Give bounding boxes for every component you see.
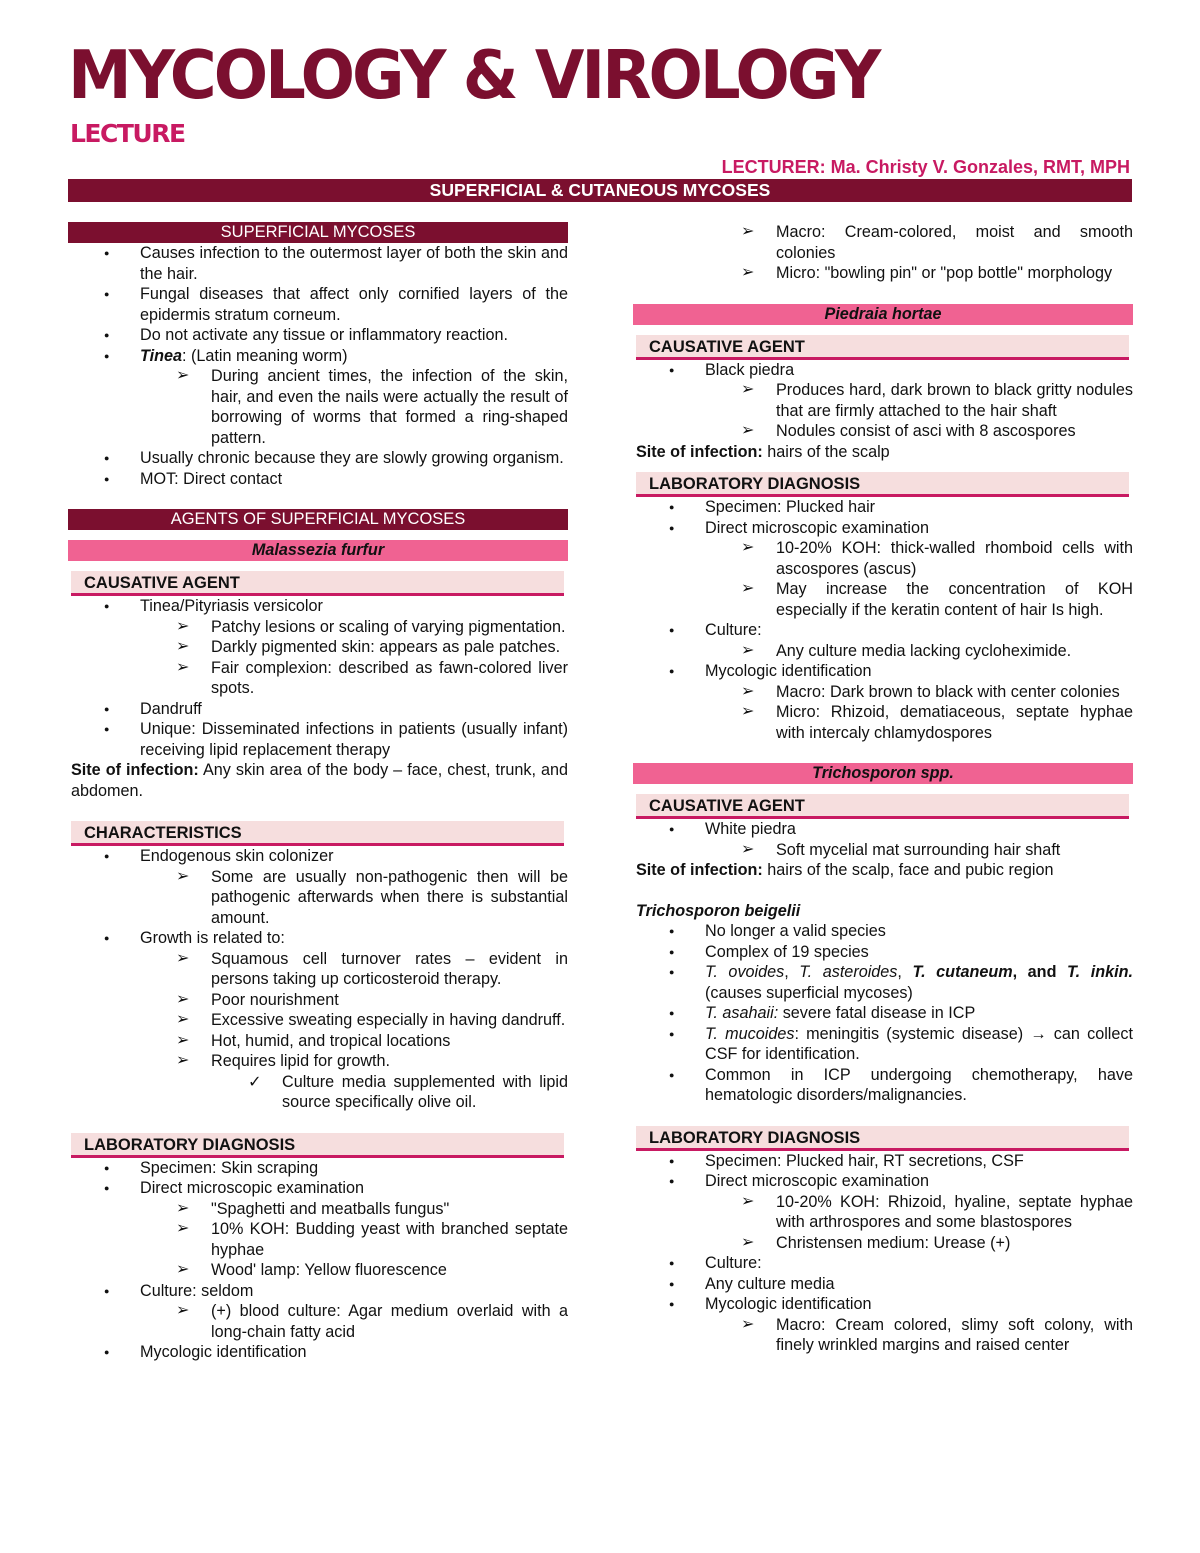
list-item [633,1003,1133,1024]
list-item: ● Any culture media [633,1274,1133,1295]
list-subitem: ➢ Some are usually non-pathogenic then will be pathogenic afterwards when there is substantial amount. [68,867,568,929]
list-checkitem: ✓ Culture media supplemented with lipid source specifically olive oil. [68,1072,568,1113]
list-subitem: ➢ Macro: Cream-colored, moist and smooth colonies [633,222,1133,263]
site-text: Any skin area of the body – face, chest, trunk, and abdomen. [71,761,568,800]
list-subitem: ➢ Micro: Rhizoid, dematiaceous, septate hyphae with intercaly chlamydospores [633,702,1133,743]
tinea-definition: : (Latin meaning worm) [182,346,348,365]
malassezia-agent-list [68,596,568,801]
list-item: ● Usually chronic because they are slowly growing organism. [68,448,568,469]
beigelii-title: Trichosporon beigelii [636,901,801,920]
list-subitem: ➢ Christensen medium: Urease (+) [633,1233,1133,1254]
site-label: Site of infection: [636,861,763,879]
tinea-term: Tinea [140,346,182,365]
species-name: T. mucoides [705,1024,795,1043]
subheader-laboratory-diagnosis: LABORATORY DIAGNOSIS [636,472,1129,497]
list-subitem: ➢ Hot, humid, and tropical locations [68,1031,568,1052]
list-item [68,346,568,367]
list-subitem: ➢ Excessive sweating especially in having dandruff. [68,1010,568,1031]
list-subitem: ➢ Nodules consist of asci with 8 ascospores [633,421,1133,442]
species-name: T. asteroides [799,963,898,981]
species-note: (causes superficial mycoses) [705,983,913,1002]
trichosporon-lab-list [633,1151,1133,1356]
list-subitem: ➢ Produces hard, dark brown to black gritty nodules that are firmly attached to the hair shaft [633,380,1133,421]
list-item: ● Direct microscopic examination [633,1171,1133,1192]
beigelii-list [633,901,1133,1106]
list-item: ● Direct microscopic examination [633,518,1133,539]
list-subitem: ➢ Squamous cell turnover rates – evident in persons taking up corticosteroid therapy. [68,949,568,990]
piedraia-lab-list [633,497,1133,743]
list-item: ● Culture: seldom [68,1281,568,1302]
list-item: ● Unique: Disseminated infections in patients (usually infant) receiving lipid replacement therapy [68,719,568,760]
subheader-characteristics: CHARACTERISTICS [71,821,564,846]
list-subitem: ➢ During ancient times, the infection of the skin, hair, and even the nails were actually the result of borrowing of worms that formed a ring-shaped pattern. [68,366,568,448]
separator: , and [1012,963,1067,981]
organism-header-piedraia: Piedraia hortae [633,304,1133,325]
list-subitem: ➢ May increase the concentration of KOH especially if the keratin content of hair Is high. [633,579,1133,620]
site-text: hairs of the scalp [762,442,890,461]
list-item: ● Specimen: Skin scraping [68,1158,568,1179]
topic-banner: SUPERFICIAL & CUTANEOUS MYCOSES [68,179,1132,202]
list-item: ● Tinea/Pityriasis versicolor [68,596,568,617]
site-of-infection [633,860,1133,881]
list-item: ● Fungal diseases that affect only cornified layers of the epidermis stratum corneum. [68,284,568,325]
lecturer-line: LECTURER: Ma. Christy V. Gonzales, RMT, MPH [721,157,1130,177]
subheader-laboratory-diagnosis: LABORATORY DIAGNOSIS [636,1126,1129,1151]
section-header-agents: AGENTS OF SUPERFICIAL MYCOSES [68,509,568,530]
list-item: ● Complex of 19 species [633,942,1133,963]
list-item: ● Do not activate any tissue or inflammatory reaction. [68,325,568,346]
list-item: ● MOT: Direct contact [68,469,568,490]
list-item: ● Mycologic identification [68,1342,568,1363]
list-item: ● Specimen: Plucked hair, RT secretions, CSF [633,1151,1133,1172]
left-column [68,222,568,1363]
subheader-causative-agent: CAUSATIVE AGENT [71,571,564,596]
site-of-infection [633,442,1133,463]
list-item: ● White piedra [633,819,1133,840]
subheader-laboratory-diagnosis: LABORATORY DIAGNOSIS [71,1133,564,1158]
list-item: ● Specimen: Plucked hair [633,497,1133,518]
list-item: ● No longer a valid species [633,921,1133,942]
subheader-causative-agent: CAUSATIVE AGENT [636,794,1129,819]
trichosporon-agent-list [633,819,1133,881]
document-subtitle: LECTURE [70,119,185,148]
species-name: T. ovoides [705,963,785,981]
site-text: hairs of the scalp, face and pubic region [762,861,1054,879]
list-subitem: ➢ Fair complexion: described as fawn-colored liver spots. [68,658,568,699]
malassezia-continued-list [633,222,1133,284]
subheader-causative-agent: CAUSATIVE AGENT [636,335,1129,360]
list-subitem: ➢ "Spaghetti and meatballs fungus" [68,1199,568,1220]
species-name: T. inkin. [1067,963,1133,981]
list-item: ● Direct microscopic examination [68,1178,568,1199]
section-header-superficial-mycoses: SUPERFICIAL MYCOSES [68,222,568,243]
malassezia-lab-list [68,1158,568,1363]
organism-header-trichosporon: Trichosporon spp. [633,763,1133,784]
list-item [633,962,1133,1003]
document-title: MYCOLOGY & VIROLOGY [68,37,879,115]
right-column [633,222,1133,1356]
list-subitem: ➢ 10-20% KOH: thick-walled rhomboid cells with ascospores (ascus) [633,538,1133,579]
species-note: : meningitis (systemic disease) → can collect CSF for identification. [705,1024,1133,1063]
list-subitem: ➢ Poor nourishment [68,990,568,1011]
list-subitem: ➢ Macro: Cream colored, slimy soft colony, with finely wrinkled margins and raised center [633,1315,1133,1356]
list-subitem: ➢ (+) blood culture: Agar medium overlaid with a long-chain fatty acid [68,1301,568,1342]
separator: , [897,963,913,981]
list-item: ● Mycologic identification [633,1294,1133,1315]
list-subitem: ➢ 10% KOH: Budding yeast with branched septate hyphae [68,1219,568,1260]
list-item [633,1024,1133,1065]
site-label: Site of infection: [71,761,199,779]
site-of-infection [68,760,568,801]
list-item: ● Black piedra [633,360,1133,381]
list-subitem: ➢ Wood' lamp: Yellow fluorescence [68,1260,568,1281]
list-item: ● Causes infection to the outermost layer of both the skin and the hair. [68,243,568,284]
species-name: T. cutaneum [912,963,1013,981]
list-subitem: ➢ Any culture media lacking cycloheximide. [633,641,1133,662]
site-label: Site of infection: [636,442,763,461]
list-item: ● Culture: [633,1253,1133,1274]
list-subitem: ➢ Macro: Dark brown to black with center colonies [633,682,1133,703]
list-subitem: ➢ Patchy lesions or scaling of varying pigmentation. [68,617,568,638]
characteristics-list [68,846,568,1113]
list-item: ● Culture: [633,620,1133,641]
species-name: T. asahaii: [705,1004,779,1022]
list-item: ● Growth is related to: [68,928,568,949]
list-subitem: ➢ Soft mycelial mat surrounding hair shaft [633,840,1133,861]
piedraia-agent-list [633,360,1133,463]
list-subitem: ➢ 10-20% KOH: Rhizoid, hyaline, septate hyphae with arthrospores and some blastospores [633,1192,1133,1233]
list-item: ● Common in ICP undergoing chemotherapy, have hematologic disorders/malignancies. [633,1065,1133,1106]
list-item: ● Mycologic identification [633,661,1133,682]
species-note: severe fatal disease in ICP [778,1004,976,1022]
superficial-mycoses-list [68,243,568,489]
list-subitem: ➢ Requires lipid for growth. [68,1051,568,1072]
organism-header-malassezia: Malassezia furfur [68,540,568,561]
list-item: ● Dandruff [68,699,568,720]
separator: , [784,963,800,981]
list-subitem: ➢ Darkly pigmented skin: appears as pale patches. [68,637,568,658]
list-subitem: ➢ Micro: "bowling pin" or "pop bottle" morphology [633,263,1133,284]
list-item: ● Endogenous skin colonizer [68,846,568,867]
